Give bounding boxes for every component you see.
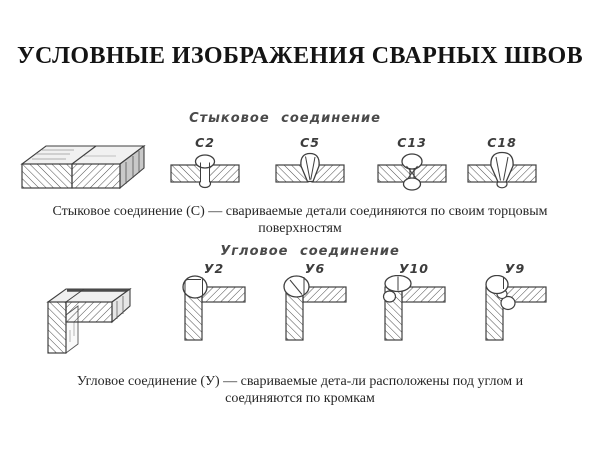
weld-type-item-c13 [377,136,447,191]
page-title: УСЛОВНЫЕ ИЗОБРАЖЕНИЯ СВАРНЫХ ШВОВ [17,43,583,70]
weld-type-item-c5 [275,136,345,191]
corner-weld-u9-diagram [482,275,548,343]
weld-code-label-c5: С5 [300,135,320,150]
corner-section-heading: Угловое соединение [220,244,400,259]
butt-caption [0,203,600,237]
weld-code-label-u9: У9 [504,261,526,276]
butt-section-heading: Стыковое соединение [189,111,381,126]
weld-type-item-u6 [282,262,348,343]
weld-type-item-c18 [467,136,537,191]
corner-weld-u2-diagram [181,275,247,343]
weld-type-item-u2 [181,262,247,343]
weld-code-label-c18: С18 [487,135,517,150]
corner-joint-isometric-diagram [42,280,134,355]
corner-weld-u10-diagram [381,275,447,343]
butt-joint-isometric-diagram [20,140,146,192]
weld-type-item-u9 [482,262,548,343]
butt-weld-c2-diagram [170,149,240,191]
weld-code-label-u10: У10 [398,261,430,276]
corner-weld-u6-diagram [282,275,348,343]
butt-caption-line2: поверхностям [258,221,342,236]
butt-weld-c5-diagram [275,149,345,191]
weld-code-label-c2: С2 [195,135,215,150]
weld-code-label-u2: У2 [203,261,225,276]
butt-caption-line1: Стыковое соединение (С) — свариваемые детали соединяются по своим торцовым [52,204,548,219]
weld-code-label-c13: С13 [397,135,427,150]
corner-caption-line1: Угловое соединение (У) — свариваемые дета-ли расположены под углом и [76,374,524,389]
weld-type-item-u10 [381,262,447,343]
corner-caption-line2: соединяются по кромкам [225,391,375,406]
weld-code-label-u6: У6 [304,261,326,276]
butt-weld-c13-diagram [377,149,447,191]
weld-type-item-c2 [170,136,240,191]
corner-caption [0,373,600,407]
butt-weld-c18-diagram [467,149,537,191]
